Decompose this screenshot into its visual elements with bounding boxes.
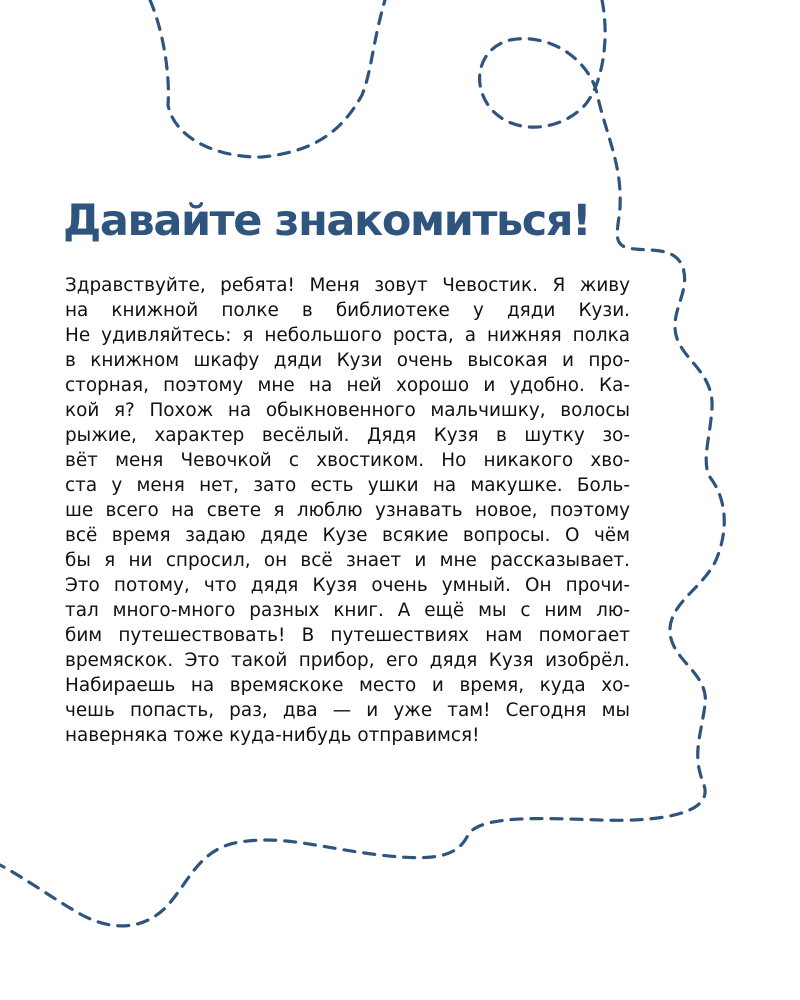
paragraph-line: бы я ни спросил, он всё знает и мне рассказывает. — [65, 550, 630, 571]
paragraph-line: Это потому, что дядя Кузя очень умный. Он прочи- — [65, 575, 630, 596]
paragraph-line: Не удивляйтесь: я небольшого роста, а нижняя полка — [65, 325, 630, 346]
paragraph-line: рыжие, характер весёлый. Дядя Кузя в шутку зо- — [65, 425, 630, 446]
paragraph-line: всё время задаю дяде Кузе всякие вопросы. О чём — [65, 525, 630, 546]
paragraph-line: на книжной полке в библиотеке у дяди Кузи. — [65, 300, 630, 321]
paragraph-line: наверняка тоже куда-нибудь отправимся! — [65, 725, 480, 746]
paragraph-line: бим путешествовать! В путешествиях нам помогает — [65, 625, 630, 646]
dashed-line-top-left — [150, 0, 385, 157]
paragraph-line: кой я? Похож на обыкновенного мальчишку, волосы — [65, 400, 630, 421]
paragraph-line: Здравствуйте, ребята! Меня зовут Чевостик. Я живу — [65, 275, 630, 296]
paragraph-line: в книжном шкафу дяди Кузи очень высокая и про- — [65, 350, 630, 371]
paragraph-line: вёт меня Чевочкой с хвостиком. Но никакого хво- — [65, 450, 630, 471]
paragraph-line: чешь попасть, раз, два — и уже там! Сегодня мы — [65, 700, 630, 721]
page-title: Давайте знакомиться! — [63, 196, 591, 246]
paragraph-line: тал много-много разных книг. А ещё мы с ним лю- — [65, 600, 630, 621]
paragraph-line: ше всего на свете я люблю узнавать новое, поэтому — [65, 500, 630, 521]
paragraph-line: времяскок. Это такой прибор, его дядя Кузя изобрёл. — [65, 650, 630, 671]
intro-paragraph — [65, 273, 630, 748]
paragraph-line: Набираешь на времяскоке место и время, куда хо- — [65, 675, 630, 696]
paragraph-line: ста у меня нет, зато есть ушки на макушке. Боль- — [65, 475, 630, 496]
paragraph-line: сторная, поэтому мне на ней хорошо и удобно. Ка- — [65, 375, 630, 396]
